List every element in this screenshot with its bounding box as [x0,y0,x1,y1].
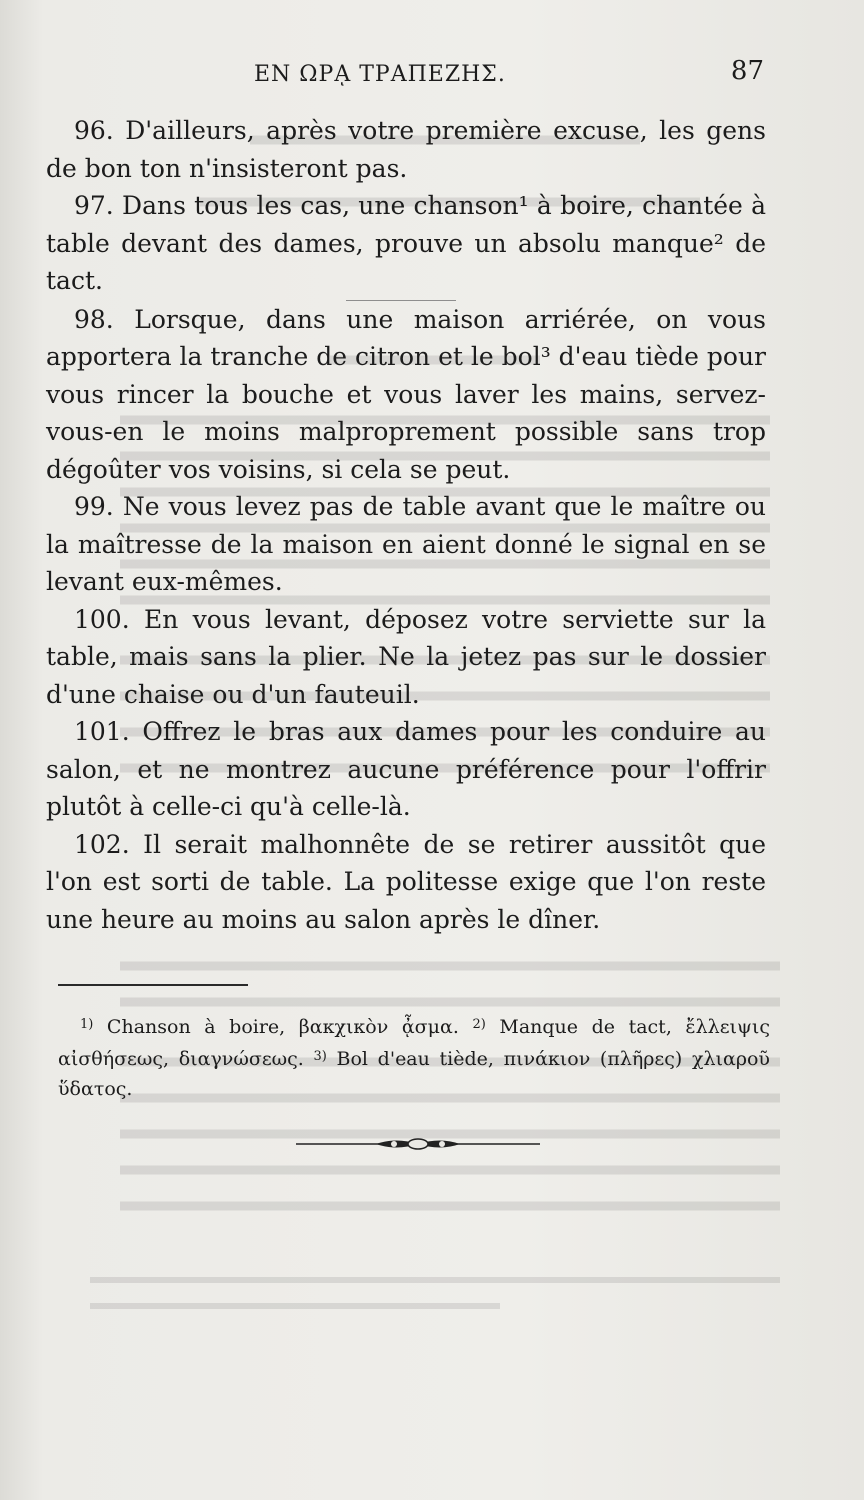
footnote-rule [58,984,248,986]
paragraph-96 [46,112,766,187]
paragraph-text: Ne vous levez pas de table avant que le maître ou la maîtresse de la maison en aient donné le signal en se levant eux-mêmes. [46,492,766,596]
footnote-text: Bol d'eau tiède, πινάκιον (πλῆρες) χλιαροῦ ὕδατος. [58,1048,770,1100]
paragraph-99 [46,488,766,601]
footnote-mark: 1) [80,1017,94,1032]
paragraph-number: 102. [74,829,130,859]
paragraph-text: En vous levant, déposez votre serviette sur la table, mais sans la plier. Ne la jetez pas sur le dossier d'une chaise ou d'un fauteuil. [46,604,766,709]
page-number: 87 [730,56,764,86]
paragraph-102 [46,826,766,939]
running-head: ΕΝ ΩΡᾼ ΤΡΑΠΕΖΗΣ. [254,62,506,87]
paragraph-text: Offrez le bras aux dames pour les conduire au salon, et ne montrez aucune préférence pour l'offrir plutôt à celle-ci qu'à celle-là. [46,717,766,821]
main-text [46,112,766,938]
footnote-text: Chanson à boire, βακχικὸν ᾆσμα. [106,1016,459,1038]
paragraph-100 [46,601,766,714]
paragraph-number: 99. [74,492,114,521]
paragraph-number: 97. [74,191,114,220]
paragraph-text: D'ailleurs, après votre première excuse, les gens de bon ton n'insisteront pas. [46,116,766,183]
ornamental-tailpiece [296,1136,540,1152]
paragraph-98 [46,301,766,489]
page-header [48,56,764,96]
footnote-block [58,1010,770,1104]
footnote-mark: 2) [472,1017,486,1032]
paragraph-number: 98. [74,304,114,334]
paragraph-text: Dans tous les cas, une chanson¹ à boire, chantée à table devant des dames, prouve un absolu manque² de tact. [46,191,766,295]
paragraph-text: Lorsque, dans une maison arriérée, on vous apportera la tranche de citron et le bol³ d'eau tiède pour vous rincer la bouche et vous laver les mains, servez-vous-en le moins malproprement possible sans trop dégoûter vos voisins, si cela se peut. [46,304,767,484]
paragraph-101 [46,713,766,826]
paragraph-number: 96. [74,116,114,145]
footnotes [58,1010,770,1104]
paragraph-number: 101. [74,717,130,746]
paragraph-number: 100. [74,604,130,634]
paragraph-text: Il serait malhonnête de se retirer aussitôt que l'on est sorti de table. La politesse exige que l'on reste une heure au moins au salon après le dîner. [46,829,766,934]
paragraph-97 [46,187,766,300]
footnote-text: Manque de tact, ἔλλειψις αἰσθήσεως, διαγνώσεως. [58,1016,770,1070]
footnote-mark: 3) [313,1049,327,1064]
